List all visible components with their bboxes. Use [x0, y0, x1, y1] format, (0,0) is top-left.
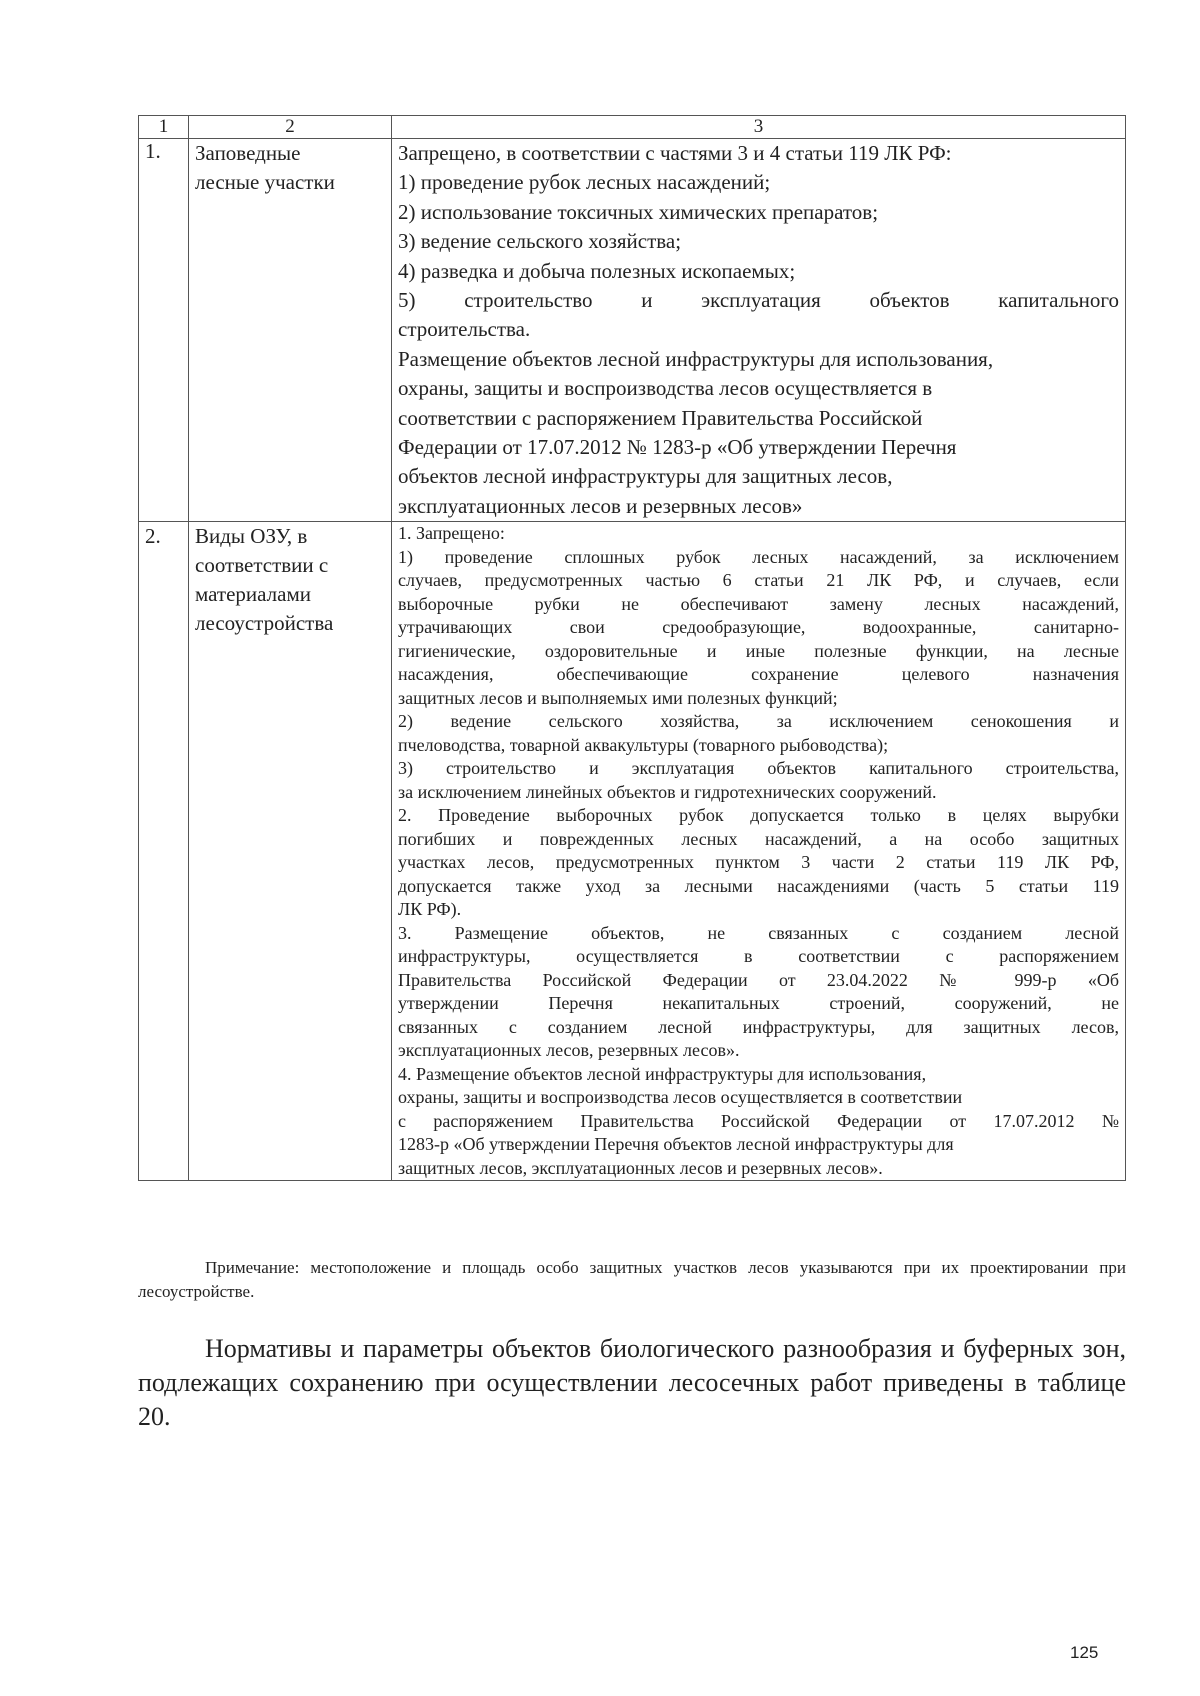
category-line: материалами	[195, 582, 311, 607]
row-number: 2.	[139, 522, 189, 1181]
restriction-line: инфраструктуры, осуществляется в соответствии с распоряжением	[398, 946, 1119, 967]
restriction-line: с распоряжением Правительства Российской Федерации от 17.07.2012 №	[398, 1110, 1119, 1131]
header-cell-3: 3	[392, 116, 1126, 139]
row-category	[189, 522, 392, 1181]
restriction-line: за исключением линейных объектов и гидротехнических сооружений.	[398, 781, 937, 802]
restriction-line: Запрещено, в соответствии с частями 3 и 4 статьи 119 ЛК РФ:	[398, 141, 952, 165]
restriction-line: 5) строительство и эксплуатация объектов капитального	[398, 288, 1119, 313]
body-paragraph	[138, 1332, 1126, 1434]
row-number: 1.	[139, 139, 189, 522]
restriction-line: объектов лесной инфраструктуры для защитных лесов,	[398, 464, 893, 489]
table-row	[139, 522, 1126, 1181]
restriction-line: допускается также уход за лесными насаждениями (часть 5 статьи 119	[398, 875, 1119, 896]
row-category	[189, 139, 392, 522]
restriction-line: 2) использование токсичных химических препаратов;	[398, 199, 879, 224]
category-line: лесоустройства	[195, 611, 334, 636]
restriction-line: 1283-р «Об утверждении Перечня объектов лесной инфраструктуры для	[398, 1134, 954, 1155]
restriction-line: строительства.	[398, 317, 531, 342]
restriction-line: охраны, защиты и воспроизводства лесов осуществляется в	[398, 376, 933, 401]
restriction-line: пчеловодства, товарной аквакультуры (товарного рыбоводства);	[398, 734, 889, 755]
restriction-line: участках лесов, предусмотренных пунктом 3 части 2 статьи 119 ЛК РФ,	[398, 852, 1119, 873]
restriction-line: насаждения, обеспечивающие сохранение целевого назначения	[398, 664, 1119, 685]
restriction-line: соответствии с распоряжением Правительства Российской	[398, 405, 923, 430]
restriction-line: 2) ведение сельского хозяйства, за исключением сенокошения и	[398, 711, 1119, 732]
restriction-line: 2. Проведение выборочных рубок допускается только в целях вырубки	[398, 805, 1119, 826]
category-line: соответствии с	[195, 553, 329, 578]
restriction-line: Федерации от 17.07.2012 № 1283-р «Об утверждении Перечня	[398, 435, 957, 460]
restriction-line: гигиенические, оздоровительные и иные полезные функции, на лесные	[398, 640, 1119, 661]
paragraph-text: Нормативы и параметры объектов биологического разнообразия и буферных зон, подлежащих сохранению при осуществлении лесосечных работ приведены в таблице 20.	[138, 1334, 1126, 1431]
restriction-line: 3. Размещение объектов, не связанных с созданием лесной	[398, 922, 1119, 943]
restriction-line: погибших и поврежденных лесных насаждений, а на особо защитных	[398, 828, 1119, 849]
table-header-row	[139, 116, 1126, 139]
category-line: Заповедные	[195, 141, 301, 165]
table-note	[138, 1256, 1126, 1304]
row-restrictions	[392, 139, 1126, 522]
header-cell-1: 1	[139, 116, 189, 139]
restriction-line: Размещение объектов лесной инфраструктуры для использования,	[398, 346, 994, 371]
row-restrictions	[392, 522, 1126, 1181]
restriction-line: 4. Размещение объектов лесной инфраструктуры для использования,	[398, 1063, 927, 1084]
restrictions-table	[138, 115, 1126, 1181]
restriction-line: защитных лесов и выполняемых ими полезных функций;	[398, 687, 838, 708]
category-line: Виды ОЗУ, в	[195, 524, 308, 549]
restriction-line: выборочные рубки не обеспечивают замену лесных насаждений,	[398, 593, 1119, 614]
restriction-line: ЛК РФ).	[398, 899, 462, 920]
header-cell-2: 2	[189, 116, 392, 139]
restriction-line: 3) ведение сельского хозяйства;	[398, 229, 682, 254]
restriction-line: 1) проведение рубок лесных насаждений;	[398, 170, 771, 195]
restriction-line: 1. Запрещено:	[398, 523, 505, 544]
note-text: Примечание: местоположение и площадь особо защитных участков лесов указываются при их проектировании при лесоустройстве.	[138, 1258, 1126, 1301]
restriction-line: эксплуатационных лесов и резервных лесов»	[398, 493, 803, 518]
restriction-line: утрачивающих свои средообразующие, водоохранные, санитарно-	[398, 617, 1119, 638]
table-row	[139, 139, 1126, 522]
restriction-line: утверждении Перечня некапитальных строений, сооружений, не	[398, 993, 1119, 1014]
restriction-line: 4) разведка и добыча полезных ископаемых;	[398, 258, 796, 283]
restriction-line: 1) проведение сплошных рубок лесных насаждений, за исключением	[398, 546, 1119, 567]
restriction-line: защитных лесов, эксплуатационных лесов и резервных лесов».	[398, 1157, 883, 1178]
restriction-line: охраны, защиты и воспроизводства лесов осуществляется в соответствии	[398, 1087, 963, 1108]
restriction-line: эксплуатационных лесов, резервных лесов».	[398, 1040, 740, 1061]
restriction-line: 3) строительство и эксплуатация объектов капитального строительства,	[398, 758, 1119, 779]
restriction-line: связанных с созданием лесной инфраструктуры, для защитных лесов,	[398, 1016, 1119, 1037]
restriction-line: случаев, предусмотренных частью 6 статьи 21 ЛК РФ, и случаев, если	[398, 570, 1119, 591]
category-line: лесные участки	[195, 170, 335, 194]
restriction-line: Правительства Российской Федерации от 23.04.2022 № 999-р «Об	[398, 969, 1119, 990]
page-number: 125	[1070, 1643, 1099, 1662]
